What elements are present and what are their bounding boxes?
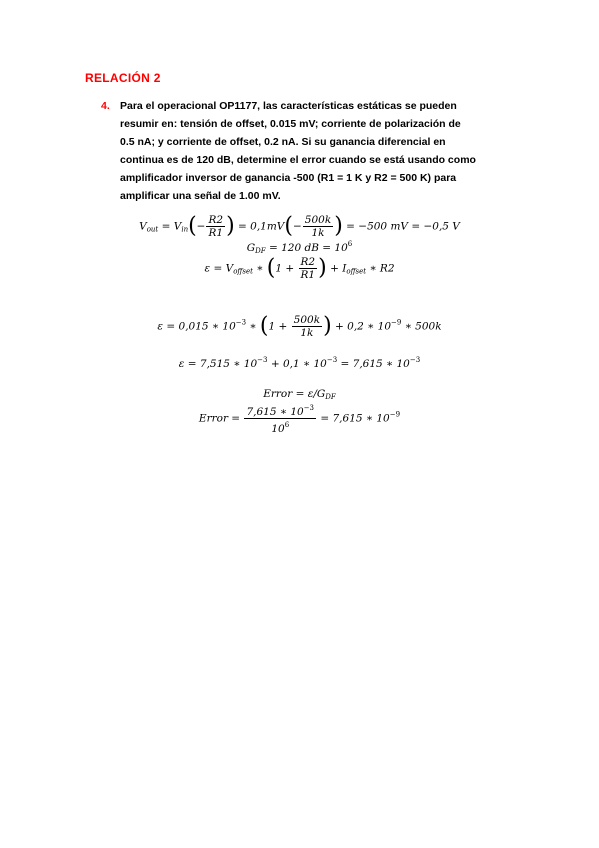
problem-line: resumir en: tensión de offset, 0.015 mV; corriente de polarización de (120, 118, 461, 130)
problem-line: amplificar una señal de 1.00 mV. (120, 190, 281, 202)
fraction-r2-r1: $\frac{R2}{R1}$ (300, 256, 316, 281)
problem-line: 0.5 nA; y corriente de offset, 0.2 nA. Si su ganancia diferencial en (120, 136, 446, 148)
equation-epsilon-result: ε = 7,515 ∗ $10^{-3} + 0,1$ ∗ $10^{-3} = 7,615$ ∗ $10^{-3}$ (178, 356, 421, 370)
problem-line: amplificador inversor de ganancia -500 (R1 = 1 K y R2 = 500 K) para (120, 172, 457, 184)
equation-epsilon-values: ε = 0,015 ∗ $10^{-3}$ ∗ (1 + $\frac{500k}{1k}$ ) + 0,2 ∗ $10^{-9}$ ∗ 500k (157, 313, 442, 339)
equation-error-definition: Error = $\varepsilon/G_{DF}$ (263, 388, 336, 401)
vin-symbol: V (173, 220, 182, 233)
section-heading: RELACIÓN 2 (85, 71, 161, 85)
problem-line: continua es de 120 dB, determine el error cuando se está usando como (120, 154, 476, 166)
equation-vout: $V_{out} = V_{in}(-$ $\frac{R2}{R1}$ ) = 0,1mV(− $\frac{500k}{1k}$ ) = −500 mV = −0,5 V (139, 213, 460, 239)
vout-symbol: V (139, 220, 147, 233)
fraction-r2-r1: $\frac{R2}{R1}$ (208, 214, 224, 239)
vout-result: = −500 mV = −0,5 V (346, 220, 460, 233)
problem-text (120, 97, 521, 205)
fraction-500k-1k: $\frac{500k}{1k}$ (304, 214, 332, 239)
equation-error-calculation: Error = $\frac{7,615 ∗ 10^{-3}}{10^6}$ = 7,615 ∗ $10^{-9}$ (198, 404, 401, 435)
vout-subscript: out (146, 225, 159, 234)
vin-subscript: in (181, 225, 189, 234)
equation-epsilon-formula: $\varepsilon = V_{offset}$ ∗ (1 + $\frac{R2}{R1}$ ) + $I_{offset}$ ∗ R2 (204, 255, 395, 281)
fraction-500k-1k: $\frac{500k}{1k}$ (293, 314, 321, 339)
equation-gdf: $G_{DF} = 120$ dB = $10^6$ (246, 240, 353, 255)
problem-statement (101, 97, 521, 205)
vout-mid: = 0,1mV (238, 220, 285, 233)
fraction-error: $\frac{7,615 ∗ 10^{-3}}{10^6}$ (246, 404, 315, 435)
problem-line: Para el operacional OP1177, las características estáticas se pueden (120, 100, 457, 112)
problem-number: 4. (101, 100, 110, 112)
